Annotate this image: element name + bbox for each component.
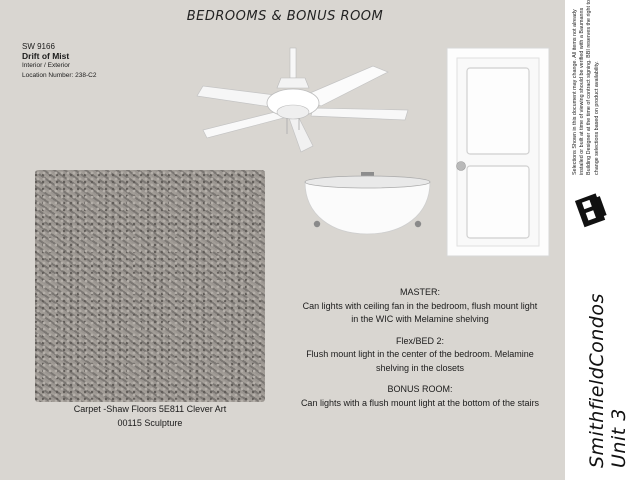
swatch-use: Interior / Exterior — [22, 62, 71, 69]
description-body: Can lights with ceiling fan in the bedroom, flush mount light in the WIC with Melamine shelving — [302, 300, 538, 324]
description-body: Can lights with a flush mount light at the bottom of the stairs — [300, 397, 540, 408]
description-flex-bed2 — [300, 335, 540, 376]
room-descriptions — [300, 286, 540, 418]
carpet-sample — [35, 170, 265, 402]
description-heading: MASTER: — [399, 287, 440, 297]
flush-mount-light-icon — [295, 170, 440, 240]
carpet-caption-line2: 00115 Sculpture — [117, 418, 183, 428]
swatch-code: SW 9166 — [22, 42, 55, 51]
description-bonus-room — [300, 383, 540, 410]
swatch-location: Location Number: 238-C2 — [22, 71, 97, 79]
page-title: BEDROOMS & BONUS ROOM — [186, 9, 384, 24]
unit-title: SmithfieldCondos Unit 3 — [586, 293, 630, 468]
swatch-name: Drift of Mist — [22, 50, 70, 61]
description-body: Flush mount light in the center of the bedroom. Melamine shelving in the closets — [306, 349, 534, 373]
description-heading: Flex/BED 2: — [395, 335, 444, 346]
carpet-caption — [45, 402, 255, 430]
bb-logo-icon — [571, 190, 611, 230]
description-heading: BONUS ROOM: — [387, 384, 453, 394]
ceiling-fan-icon — [183, 48, 413, 160]
carpet-caption-line1: Carpet -Shaw Floors 5E811 Clever Art — [73, 404, 227, 414]
paint-swatch — [22, 42, 96, 80]
disclaimer-text: Selections Shown in this document may change. All items not already installed or built at time of viewing should be verified with a Baumanns Building Designer at the time of contract signing. BBI reserves the right to change selections based on product availability. — [572, 0, 600, 175]
description-master — [300, 286, 540, 327]
door-icon — [447, 48, 549, 256]
